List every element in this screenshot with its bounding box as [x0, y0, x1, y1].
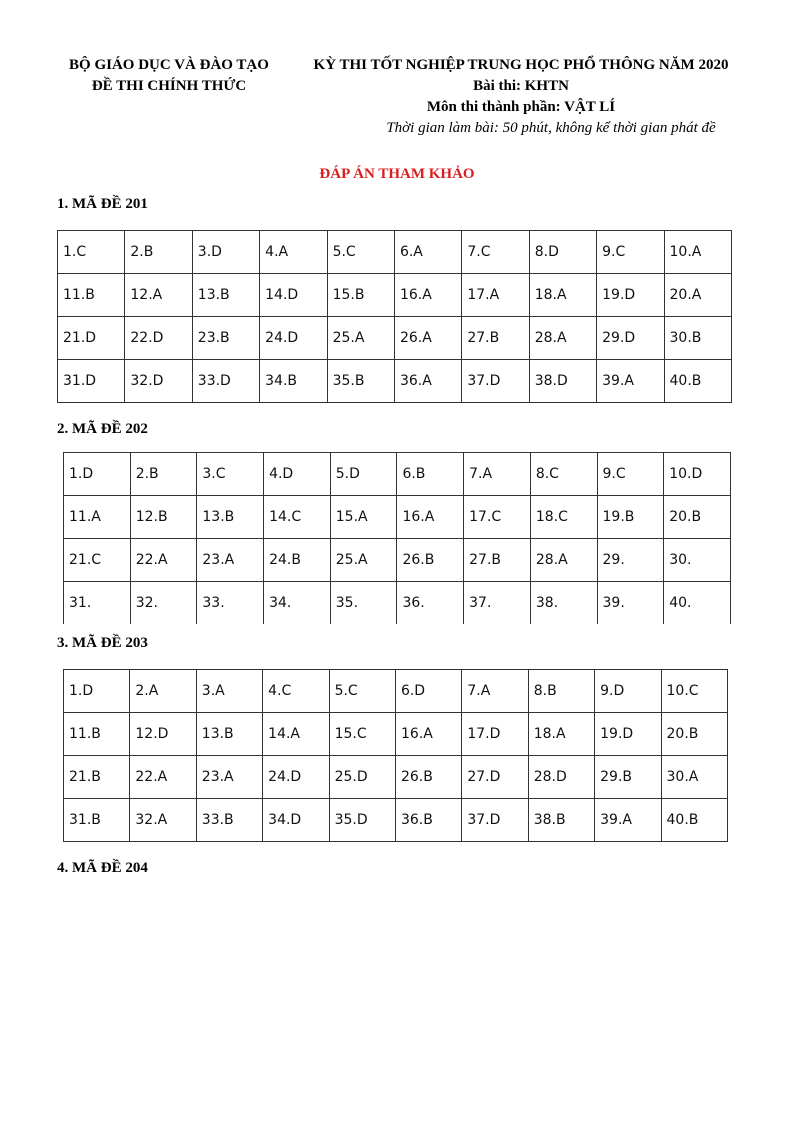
answer-cell: 31.D: [58, 360, 125, 403]
answer-cell: 18.C: [530, 496, 597, 539]
answer-cell: 36.A: [394, 360, 461, 403]
answer-cell: 13.B: [196, 713, 262, 756]
section-title-204: 4. MÃ ĐỀ 204: [57, 860, 148, 876]
answer-cell: 26.A: [394, 317, 461, 360]
answer-cell: 7.C: [462, 231, 529, 274]
answer-cell: 6.A: [394, 231, 461, 274]
answer-cell: 25.D: [329, 756, 395, 799]
answer-cell: 24.D: [260, 317, 327, 360]
answer-cell: 12.D: [130, 713, 196, 756]
answer-row: [64, 496, 731, 539]
answer-cell: 31.B: [64, 799, 130, 842]
answer-cell: 21.C: [64, 539, 131, 582]
answer-cell: 39.A: [597, 360, 664, 403]
answer-cell: 24.D: [263, 756, 329, 799]
answer-table-201: [57, 230, 732, 403]
answer-cell: 38.B: [528, 799, 594, 842]
official-label: ĐỀ THI CHÍNH THỨC: [91, 78, 247, 94]
answer-row: [58, 231, 732, 274]
answer-cell: 26.B: [397, 539, 464, 582]
answer-cell: 32.A: [130, 799, 196, 842]
answer-cell: 8.C: [530, 453, 597, 496]
answer-cell: 9.D: [595, 670, 661, 713]
answer-cell: 34.: [264, 582, 331, 625]
answer-cell: 1.D: [64, 453, 131, 496]
answer-cell: 3.A: [196, 670, 262, 713]
answer-cell: 2.B: [125, 231, 192, 274]
answer-cell: 7.A: [464, 453, 531, 496]
answer-cell: 40.B: [664, 360, 731, 403]
answer-cell: 10.C: [661, 670, 727, 713]
answer-cell: 13.B: [192, 274, 259, 317]
answer-cell: 39.A: [595, 799, 661, 842]
answer-cell: 37.: [464, 582, 531, 625]
answer-cell: 30.: [664, 539, 731, 582]
answer-cell: 29.B: [595, 756, 661, 799]
answer-cell: 10.A: [664, 231, 731, 274]
answer-cell: 30.B: [664, 317, 731, 360]
answer-cell: 19.D: [595, 713, 661, 756]
answer-cell: 35.D: [329, 799, 395, 842]
answer-cell: 18.A: [529, 274, 596, 317]
answer-cell: 30.A: [661, 756, 727, 799]
answer-cell: 20.A: [664, 274, 731, 317]
answer-cell: 27.B: [462, 317, 529, 360]
answer-row: [64, 582, 731, 625]
answer-cell: 14.C: [264, 496, 331, 539]
answer-cell: 28.A: [529, 317, 596, 360]
answer-cell: 8.B: [528, 670, 594, 713]
answer-table-202: [63, 452, 731, 624]
answer-cell: 22.A: [130, 756, 196, 799]
answer-cell: 25.A: [330, 539, 397, 582]
answer-cell: 32.: [130, 582, 197, 625]
answer-cell: 15.A: [330, 496, 397, 539]
answer-cell: 28.D: [528, 756, 594, 799]
answer-cell: 11.A: [64, 496, 131, 539]
answer-row: [64, 799, 728, 842]
answer-cell: 7.A: [462, 670, 528, 713]
answer-cell: 34.B: [260, 360, 327, 403]
answer-cell: 20.B: [661, 713, 727, 756]
answer-cell: 11.B: [64, 713, 130, 756]
answer-cell: 22.D: [125, 317, 192, 360]
answer-cell: 16.A: [397, 496, 464, 539]
answer-cell: 1.C: [58, 231, 125, 274]
answer-cell: 23.A: [197, 539, 264, 582]
answer-cell: 12.A: [125, 274, 192, 317]
answer-cell: 33.: [197, 582, 264, 625]
answer-cell: 8.D: [529, 231, 596, 274]
answer-cell: 29.: [597, 539, 664, 582]
section-title-203: 3. MÃ ĐỀ 203: [57, 635, 148, 651]
answer-cell: 37.D: [462, 360, 529, 403]
answer-cell: 17.C: [464, 496, 531, 539]
answer-cell: 36.: [397, 582, 464, 625]
answer-cell: 10.D: [664, 453, 731, 496]
answer-cell: 20.B: [664, 496, 731, 539]
answer-row: [58, 317, 732, 360]
answer-cell: 1.D: [64, 670, 130, 713]
answer-cell: 9.C: [597, 453, 664, 496]
answer-row: [58, 274, 732, 317]
answer-cell: 29.D: [597, 317, 664, 360]
answer-cell: 5.D: [330, 453, 397, 496]
answer-cell: 14.D: [260, 274, 327, 317]
answer-cell: 6.D: [395, 670, 461, 713]
answer-cell: 2.A: [130, 670, 196, 713]
answer-row: [64, 453, 731, 496]
answer-cell: 23.B: [192, 317, 259, 360]
answer-row: [64, 670, 728, 713]
section-title-202: 2. MÃ ĐỀ 202: [57, 421, 148, 437]
answer-cell: 4.A: [260, 231, 327, 274]
answer-cell: 15.C: [329, 713, 395, 756]
answer-cell: 18.A: [528, 713, 594, 756]
answer-cell: 9.C: [597, 231, 664, 274]
answer-row: [64, 756, 728, 799]
answer-cell: 12.B: [130, 496, 197, 539]
answer-cell: 24.B: [264, 539, 331, 582]
answer-cell: 19.B: [597, 496, 664, 539]
answer-cell: 23.A: [196, 756, 262, 799]
answer-cell: 37.D: [462, 799, 528, 842]
answer-cell: 21.D: [58, 317, 125, 360]
answer-cell: 13.B: [197, 496, 264, 539]
header-right: [285, 55, 757, 139]
answer-cell: 11.B: [58, 274, 125, 317]
answer-cell: 5.C: [327, 231, 394, 274]
answer-cell: 6.B: [397, 453, 464, 496]
answer-cell: 21.B: [64, 756, 130, 799]
answer-cell: 32.D: [125, 360, 192, 403]
answer-row: [64, 713, 728, 756]
answer-cell: 39.: [597, 582, 664, 625]
answer-row: [58, 360, 732, 403]
answer-cell: 16.A: [394, 274, 461, 317]
answer-cell: 28.A: [530, 539, 597, 582]
answer-cell: 27.D: [462, 756, 528, 799]
answer-cell: 17.D: [462, 713, 528, 756]
exam-title: KỲ THI TỐT NGHIỆP TRUNG HỌC PHỔ THÔNG NĂM 2020: [313, 57, 729, 73]
header-left: [57, 55, 281, 97]
answer-cell: 25.A: [327, 317, 394, 360]
answer-cell: 4.C: [263, 670, 329, 713]
answer-cell: 3.D: [192, 231, 259, 274]
answer-cell: 16.A: [395, 713, 461, 756]
answer-cell: 5.C: [329, 670, 395, 713]
answer-cell: 4.D: [264, 453, 331, 496]
answer-cell: 14.A: [263, 713, 329, 756]
answer-cell: 33.B: [196, 799, 262, 842]
answer-cell: 34.D: [263, 799, 329, 842]
answer-cell: 26.B: [395, 756, 461, 799]
answer-cell: 40.: [664, 582, 731, 625]
answer-cell: 2.B: [130, 453, 197, 496]
answer-cell: 40.B: [661, 799, 727, 842]
answer-key-title: ĐÁP ÁN THAM KHẢO: [319, 166, 475, 182]
answer-cell: 17.A: [462, 274, 529, 317]
answer-cell: 38.D: [529, 360, 596, 403]
answer-cell: 35.B: [327, 360, 394, 403]
ministry-name: BỘ GIÁO DỤC VÀ ĐÀO TẠO: [69, 57, 269, 73]
answer-cell: 3.C: [197, 453, 264, 496]
test-name: Bài thi: KHTN: [473, 78, 569, 94]
answer-cell: 38.: [530, 582, 597, 625]
answer-row: [64, 539, 731, 582]
answer-cell: 27.B: [464, 539, 531, 582]
answer-cell: 15.B: [327, 274, 394, 317]
answer-cell: 35.: [330, 582, 397, 625]
section-title-201: 1. MÃ ĐỀ 201: [57, 196, 148, 212]
answer-cell: 36.B: [395, 799, 461, 842]
answer-cell: 33.D: [192, 360, 259, 403]
answer-cell: 31.: [64, 582, 131, 625]
answer-cell: 19.D: [597, 274, 664, 317]
subject-name: Môn thi thành phần: VẬT LÍ: [426, 99, 616, 115]
time-note: Thời gian làm bài: 50 phút, không kể thời gian phát đề: [386, 120, 716, 136]
answer-table-203: [63, 669, 728, 842]
answer-cell: 22.A: [130, 539, 197, 582]
